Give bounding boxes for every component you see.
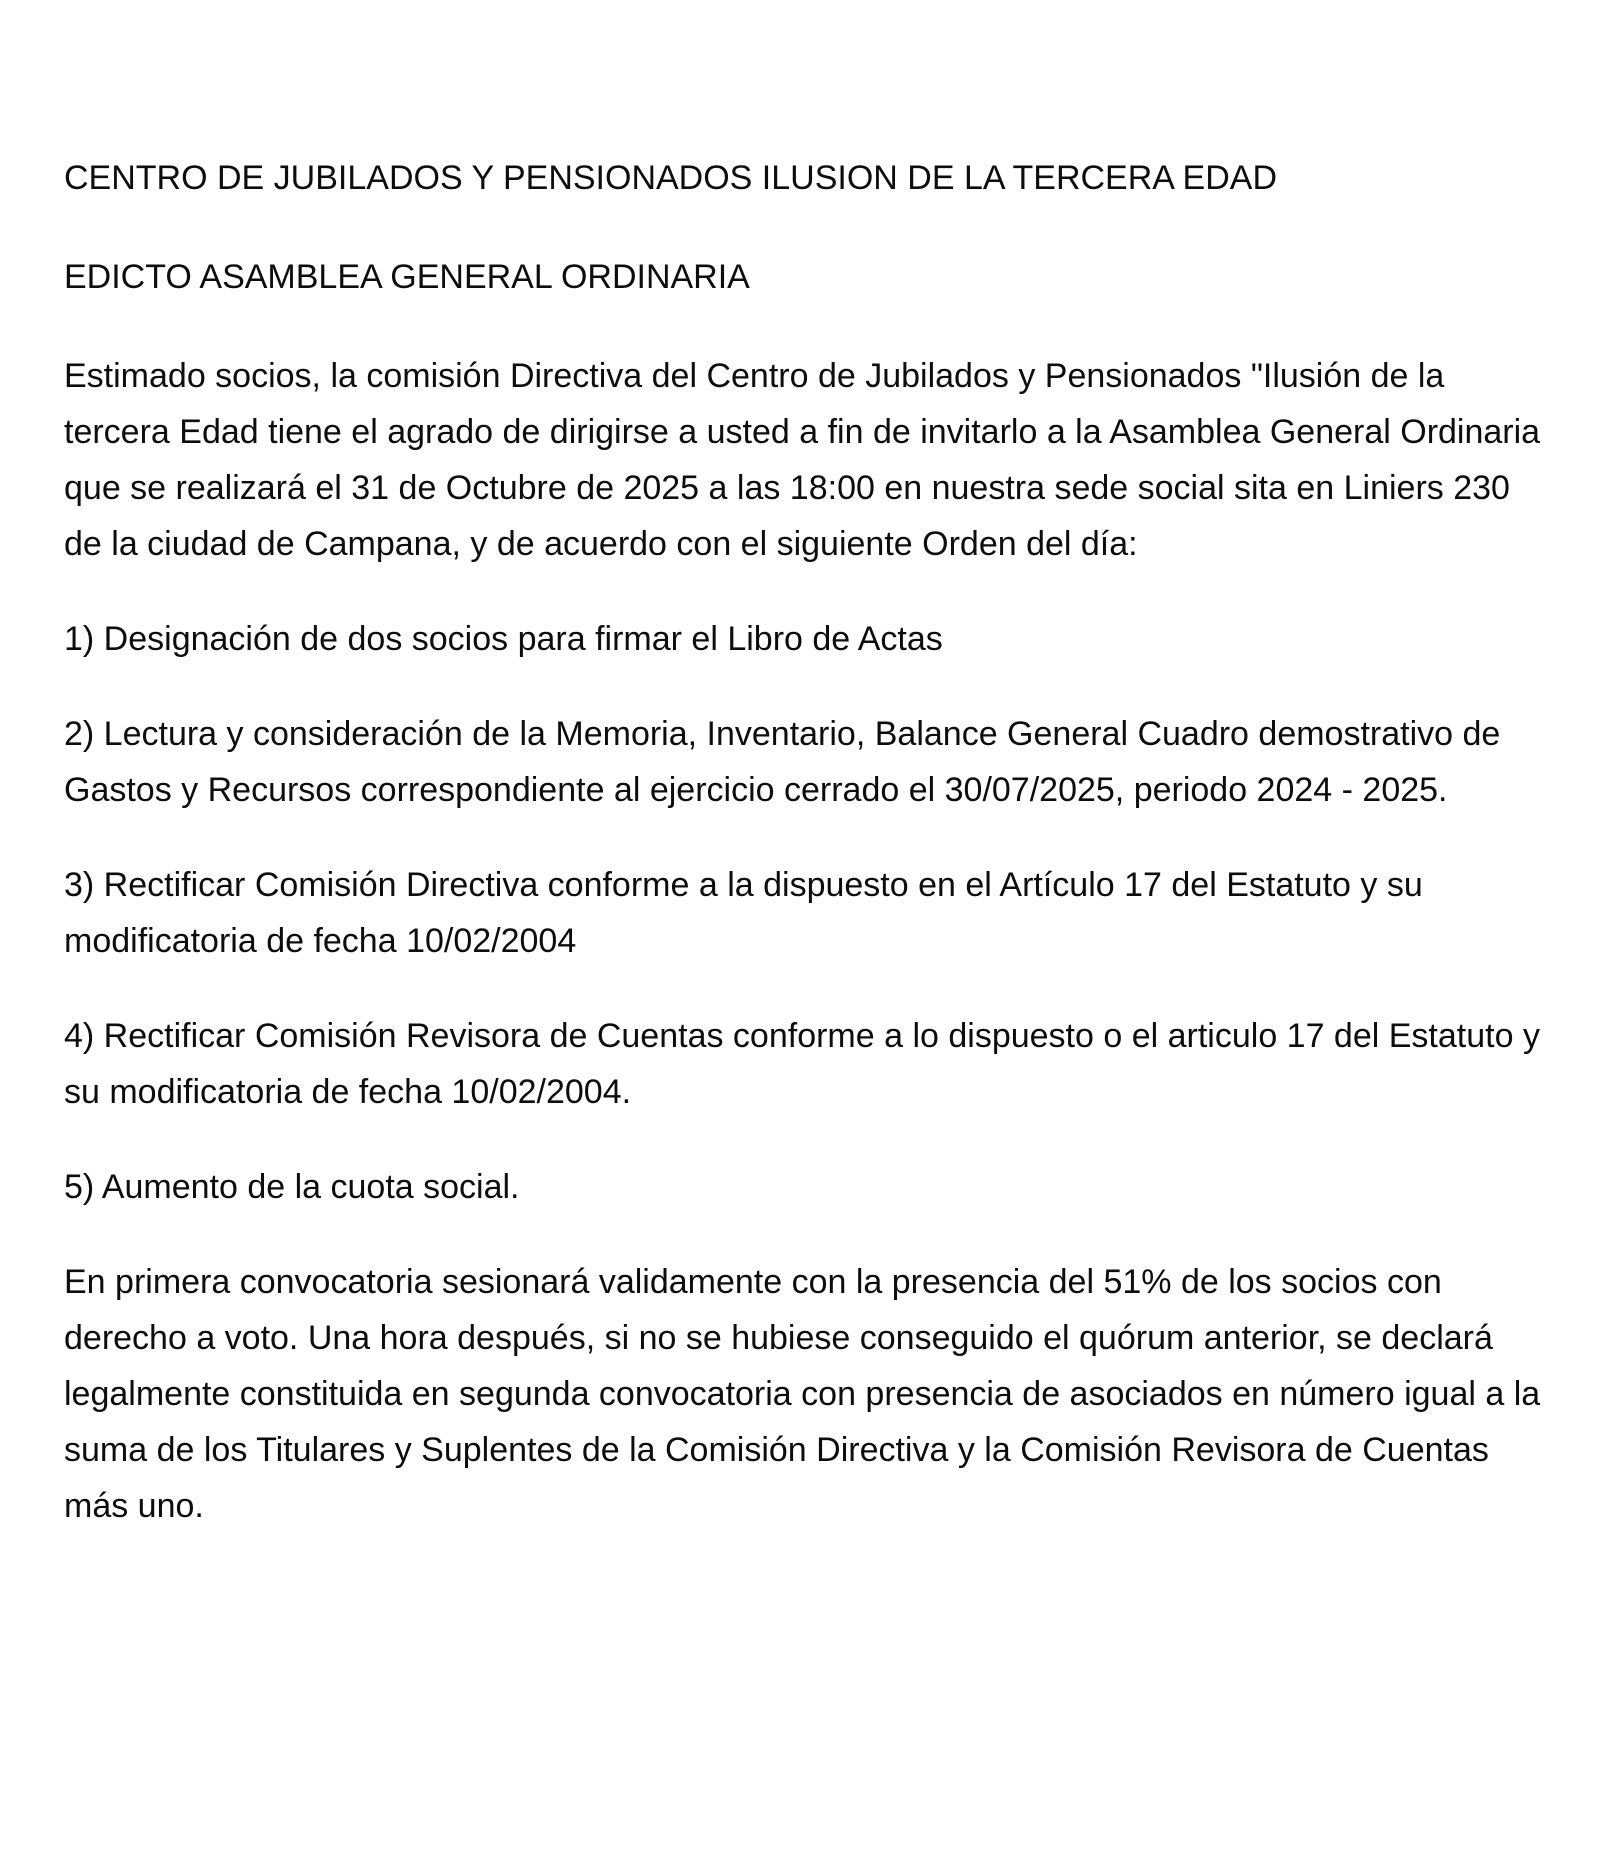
agenda-item-5: 5) Aumento de la cuota social. xyxy=(64,1168,520,1206)
closing-paragraph: En primera convocatoria sesionará validamente con la presencia del 51% de los socios con derecho a voto. Una hora después, si no se hubiese conseguido el quórum anterior, se declará legalmente constituida en segunda convocatoria con presencia de asociados en número igual a la suma de los Titulares y Suplentes de la Comisión Directiva y la Comisión Revisora de Cuentas más uno. xyxy=(64,1263,1550,1525)
document-title: CENTRO DE JUBILADOS Y PENSIONADOS ILUSION DE LA TERCERA EDAD xyxy=(64,159,1277,197)
agenda-item-1: 1) Designación de dos socios para firmar el Libro de Actas xyxy=(64,620,943,658)
agenda-item-2: 2) Lectura y consideración de la Memoria, Inventario, Balance General Cuadro demostrativo de Gastos y Recursos correspondiente al ejercicio cerrado el 30/07/2025, periodo 2024 - 2025. xyxy=(64,715,1510,809)
agenda-item-4: 4) Rectificar Comisión Revisora de Cuentas conforme a lo dispuesto o el articulo 17 del Estatuto y su modificatoria de fecha 10/02/2004. xyxy=(64,1017,1550,1111)
document-heading: EDICTO ASAMBLEA GENERAL ORDINARIA xyxy=(64,258,750,296)
intro-paragraph: Estimado socios, la comisión Directiva del Centro de Jubilados y Pensionados "Ilusión de la tercera Edad tiene el agrado de dirigirse a usted a fin de invitarlo a la Asamblea General Ordinaria que se realizará el 31 de Octubre de 2025 a las 18:00 en nuestra sede social sita en Liniers 230 de la ciudad de Campana, y de acuerdo con el siguiente Orden del día: xyxy=(64,357,1550,563)
agenda-item-3: 3) Rectificar Comisión Directiva conforme a la dispuesto en el Artículo 17 del Estatuto y su modificatoria de fecha 10/02/2004 xyxy=(64,866,1433,960)
